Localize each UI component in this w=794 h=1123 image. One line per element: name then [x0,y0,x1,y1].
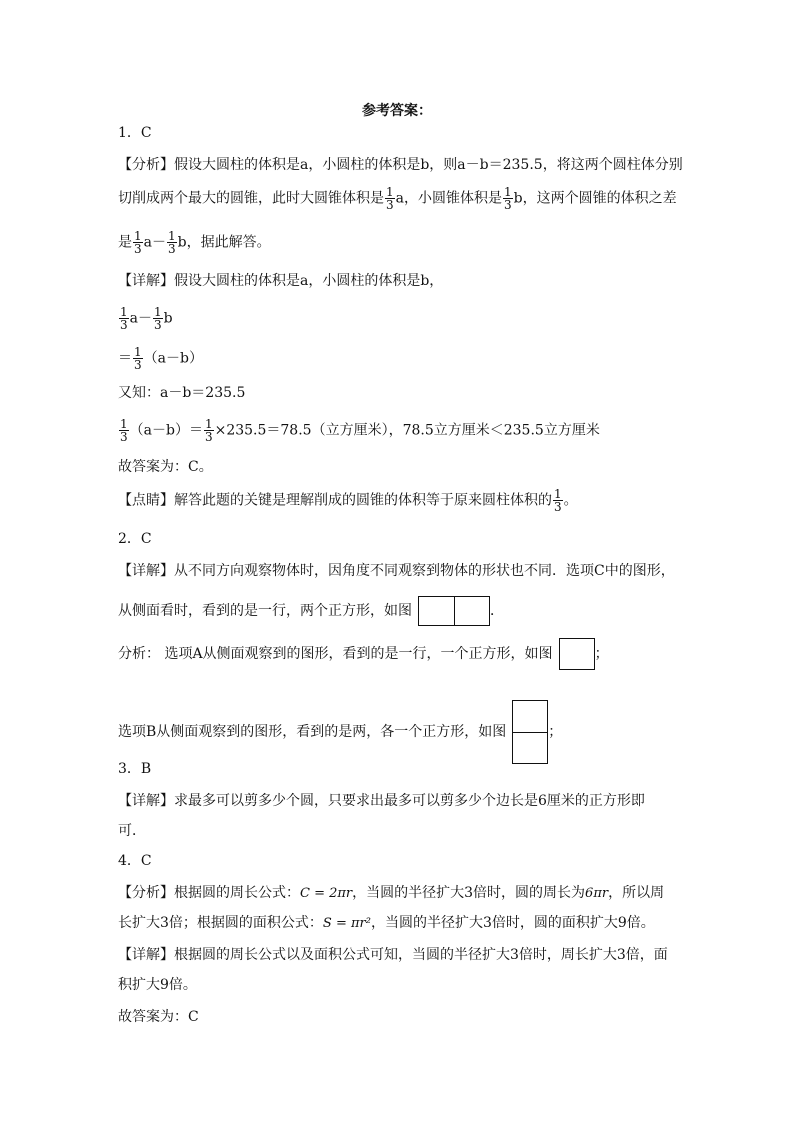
text: 切削成两个最大的圆锥，此时大圆锥体积是 [118,190,384,207]
two-square-column-figure [512,700,548,764]
q4-number: 4．C [118,853,152,869]
q4-analysis-line1 [118,884,664,903]
q1-number: 1．C [118,125,152,141]
formula-area: S = πr² [322,916,371,931]
text: 【点睛】解答此题的关键是理解削成的圆锥的体积等于原来圆柱体积的 [118,492,552,509]
text: 从侧面看时，看到的是一行，两个正方形，如图 [118,603,412,619]
text: ； [548,724,563,740]
q3-number: 3．B [118,761,152,777]
text: ． [490,603,504,619]
q4-analysis-line2 [118,914,655,933]
q1-analysis-line1: 【分析】假设大圆柱的体积是a，小圆柱的体积是b，则a－b＝235.5，将这两个圆柱体分别 [118,157,683,173]
q3-detail-line2: 可． [118,823,146,839]
text: 【分析】根据圆的周长公式： [118,885,300,901]
text: 分析： 选项A从侧面观察到的图形，看到的是一行，一个正方形，如图 [118,646,553,662]
q1-detail-line1: 【详解】假设大圆柱的体积是a，小圆柱的体积是b， [118,273,444,289]
q2-detail-line2 [118,596,504,626]
q1-analysis-line2 [118,186,677,211]
text: ，当圆的半径扩大3倍时，圆的面积扩大9倍。 [370,915,655,931]
q4-answer: 故答案为：C [118,1009,199,1025]
q2-option-b [118,700,562,764]
fraction: $\frac{1}{3}$ [168,229,176,256]
fraction: $\frac{1}{3}$ [204,417,213,444]
formula-6pir: 6πr [585,886,609,901]
q1-analysis-line3 [118,230,271,255]
fraction: $\frac{1}{3}$ [120,417,128,444]
fraction: $\frac{1}{3}$ [120,305,128,332]
q2-analysis [118,638,609,670]
two-square-row-figure [418,596,490,626]
q2-number: 2．C [118,531,152,547]
text: ×235.5＝78.5（立方厘米），78.5立方厘米＜235.5立方厘米 [214,422,600,439]
page-title: 参考答案： [362,103,432,119]
q2-detail-line1: 【详解】从不同方向观察物体时，因角度不同观察到物体的形状也不同．选项C中的图形， [118,563,675,579]
text: ，当圆的半径扩大3倍时，圆的周长为 [352,885,586,901]
fraction: $\frac{1}{3}$ [134,345,142,372]
text: 长扩大3倍；根据圆的面积公式： [118,915,323,931]
q4-detail-line1: 【详解】根据圆的周长公式以及面积公式可知，当圆的半径扩大3倍时，周长扩大3倍，面 [118,947,668,963]
text: ＝ [118,350,132,367]
q1-detail-line2 [118,306,173,331]
text: （a－b）＝ [129,422,203,439]
fraction: $\frac{1}{3}$ [554,487,562,514]
text: （a－b） [143,350,203,367]
text: 选项B从侧面观察到的图形，看到的是两，各一个正方形，如图 [118,724,507,740]
q4-detail-line2: 积扩大9倍。 [118,977,197,993]
fraction: $\frac{1}{3}$ [154,305,162,332]
text: ； [594,646,609,662]
fraction: $\frac{1}{3}$ [134,229,142,256]
text: 是 [118,234,132,251]
fraction: $\frac{1}{3}$ [504,185,512,212]
text: b [163,310,173,327]
formula-circumference: C = 2πr [300,886,353,901]
text: b，这两个圆锥的体积之差 [513,190,677,207]
q1-detail-line5 [118,418,600,443]
q1-answer: 故答案为：C。 [118,459,213,475]
single-square-figure [559,638,595,670]
q3-detail-line1: 【详解】求最多可以剪多少个圆，只要求出最多可以剪多少个边长是6厘米的正方形即 [118,793,645,809]
fraction: $\frac{1}{3}$ [386,185,394,212]
text: ，所以周 [608,885,665,901]
text: b，据此解答。 [177,234,271,251]
q1-point [118,488,578,513]
q1-detail-line3 [118,346,203,371]
text: 。 [563,492,578,509]
text: a，小圆锥体积是 [395,190,502,207]
q1-detail-line4: 又知：a－b＝235.5 [118,385,246,401]
text: a－ [129,310,152,327]
text: a－ [143,234,166,251]
